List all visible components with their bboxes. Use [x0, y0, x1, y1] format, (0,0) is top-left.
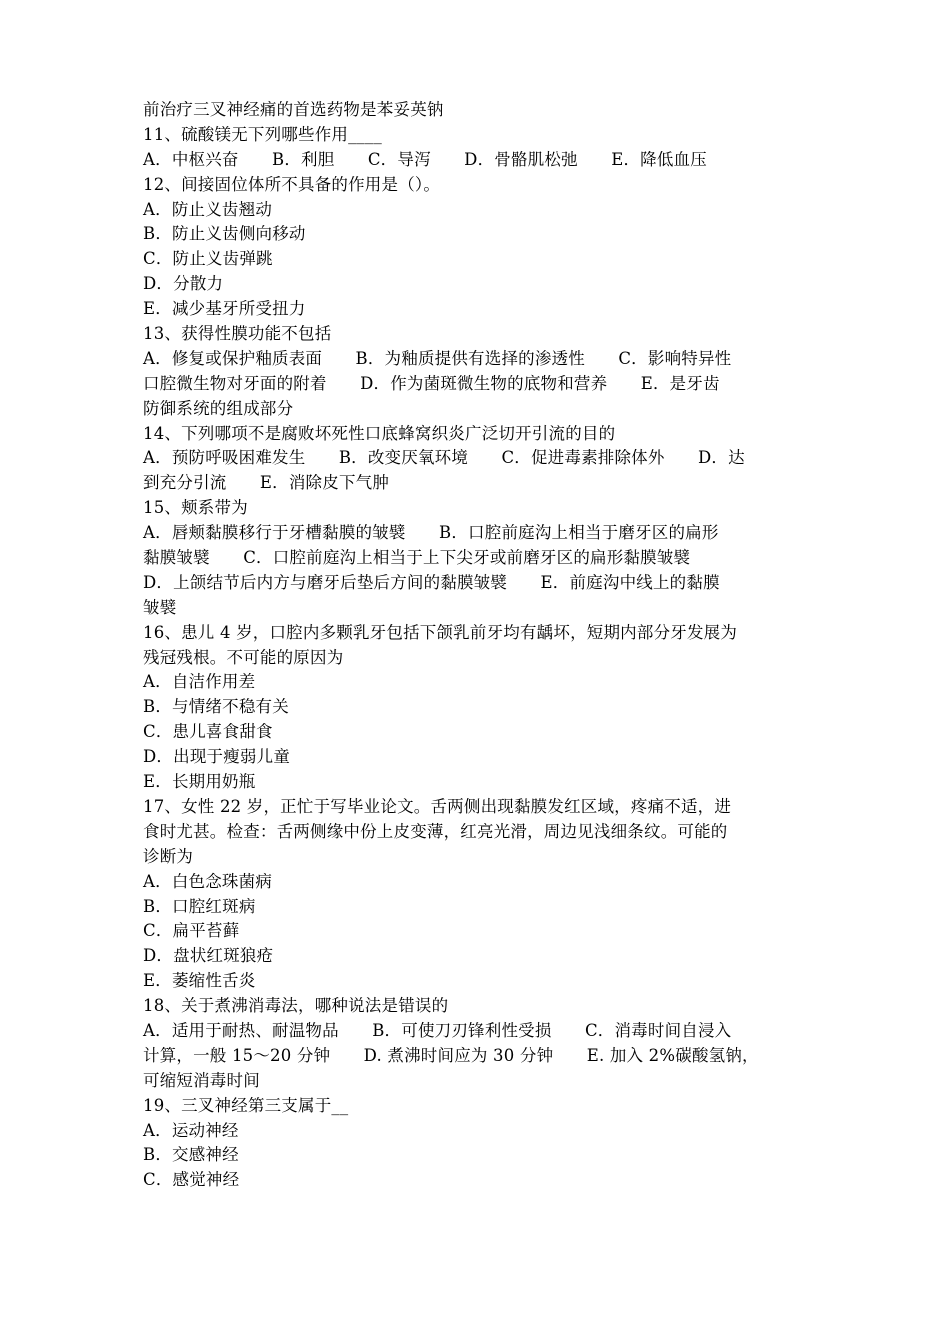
question-16-option-a: A．自洁作用差 — [143, 672, 256, 692]
question-14: 14、下列哪项不是腐败坏死性口底蜂窝织炎广泛切开引流的目的 — [143, 423, 616, 443]
question-12: 12、间接固位体所不具备的作用是（）。 — [143, 174, 441, 194]
question-17: 诊断为 — [143, 846, 194, 866]
question-11-options: A．中枢兴奋 B．利胆 C．导泻 D．骨骼肌松弛 E．降低血压 — [143, 149, 707, 169]
question-12-option-c: C．防止义齿弹跳 — [143, 249, 273, 269]
question-17-option-e: E．萎缩性舌炎 — [143, 971, 256, 991]
text-line: 前治疗三叉神经痛的首选药物是苯妥英钠 — [143, 100, 444, 119]
question-12-option-a: A．防止义齿翘动 — [143, 199, 273, 219]
question-12-option-e: E．减少基牙所受扭力 — [143, 299, 306, 319]
question-17-option-a: A．白色念珠菌病 — [143, 871, 273, 891]
question-16-option-d: D．出现于瘦弱儿童 — [143, 747, 291, 767]
question-11: 11、硫酸镁无下列哪些作用____ — [143, 124, 382, 144]
question-17-option-c: C．扁平苔藓 — [143, 921, 240, 941]
question-17-option-b: B．口腔红斑病 — [143, 896, 256, 916]
question-15-options: D．上颌结节后内方与磨牙后垫后方间的黏膜皱襞 E．前庭沟中线上的黏膜 — [143, 572, 720, 592]
question-15-options: 皱襞 — [143, 597, 177, 617]
document-body — [143, 98, 817, 1193]
question-13: 13、获得性膜功能不包括 — [143, 324, 332, 344]
question-14-options: A．预防呼吸困难发生 B．改变厌氧环境 C．促进毒素排除体外 D．达 — [143, 448, 745, 468]
question-19-option-c: C．感觉神经 — [143, 1170, 240, 1190]
question-18-options: A．适用于耐热、耐温物品 B．可使刀刃锋利性受损 C．消毒时间自浸入 — [143, 1020, 732, 1040]
question-15: 15、颊系带为 — [143, 498, 248, 518]
question-18: 18、关于煮沸消毒法，哪种说法是错误的 — [143, 996, 449, 1016]
question-17: 17、女性 22 岁，正忙于写毕业论文。舌两侧出现黏膜发红区域，疼痛不适，进 — [143, 796, 732, 816]
question-17: 食时尤甚。检查：舌两侧缘中份上皮变薄，红亮光滑，周边见浅细条纹。可能的 — [143, 821, 728, 841]
question-13-options: 口腔微生物对牙面的附着 D．作为菌斑微生物的底物和营养 E．是牙齿 — [143, 373, 720, 393]
question-19: 19、三叉神经第三支属于__ — [143, 1095, 349, 1115]
question-12-option-b: B．防止义齿侧向移动 — [143, 224, 306, 244]
question-19-option-a: A．运动神经 — [143, 1120, 239, 1140]
question-13-options: 防御系统的组成部分 — [143, 398, 294, 418]
question-16-option-b: B．与情绪不稳有关 — [143, 697, 289, 717]
question-16: 16、患儿 4 岁，口腔内多颗乳牙包括下颌乳前牙均有龋坏，短期内部分牙发展为 — [143, 622, 738, 642]
question-19-option-b: B．交感神经 — [143, 1145, 239, 1165]
question-16: 残冠残根。不可能的原因为 — [143, 647, 344, 667]
question-17-option-d: D．盘状红斑狼疮 — [143, 946, 274, 966]
question-18-options: 可缩短消毒时间 — [143, 1070, 260, 1090]
question-15-options: 黏膜皱襞 C．口腔前庭沟上相当于上下尖牙或前磨牙区的扁形黏膜皱襞 — [143, 548, 691, 568]
question-16-option-e: E．长期用奶瓶 — [143, 772, 256, 792]
question-18-options: 计算，一般 15～20 分钟 D. 煮沸时间应为 30 分钟 E. 加入 2%碳酸氢钠， — [143, 1045, 759, 1065]
question-14-options: 到充分引流 E．消除皮下气肿 — [143, 473, 390, 493]
question-16-option-c: C．患儿喜食甜食 — [143, 722, 273, 742]
question-12-option-d: D．分散力 — [143, 274, 224, 294]
question-15-options: A．唇颊黏膜移行于牙槽黏膜的皱襞 B．口腔前庭沟上相当于磨牙区的扁形 — [143, 523, 719, 543]
question-13-options: A．修复或保护釉质表面 B．为釉质提供有选择的渗透性 C．影响特异性 — [143, 348, 732, 368]
